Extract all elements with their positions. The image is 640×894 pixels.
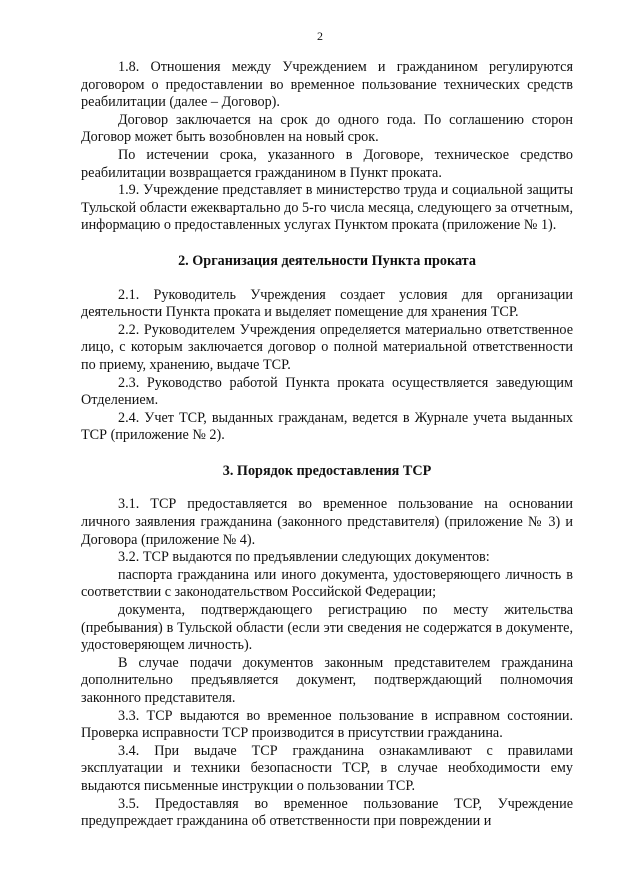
paragraph-representative: В случае подачи документов законным представителем гражданина дополнительно предъявляется документ, подтверждающий полномочия законного представителя. bbox=[81, 654, 573, 706]
paragraph-contract-term: Договор заключается на срок до одного года. По соглашению сторон Договор может быть возобновлен на новый срок. bbox=[81, 111, 573, 146]
paragraph-1-8: 1.8. Отношения между Учреждением и гражданином регулируются договором о предоставлении во временное пользование технических средств реабилитации (далее – Договор). bbox=[81, 59, 573, 111]
paragraph-2-4: 2.4. Учет ТСР, выданных гражданам, ведется в Журнале учета выданных ТСР (приложение № 2). bbox=[81, 409, 573, 444]
paragraph-2-2: 2.2. Руководителем Учреждения определяется материально ответственное лицо, с которым заключается договор о полной материальной ответственности по приему, хранению, выдаче ТСР. bbox=[81, 321, 573, 373]
paragraph-2-1: 2.1. Руководитель Учреждения создает условия для организации деятельности Пункта проката и выделяет помещение для хранения ТСР. bbox=[81, 286, 573, 321]
section-2 bbox=[81, 253, 573, 445]
page-number: 2 bbox=[317, 29, 323, 43]
paragraph-registration: документа, подтверждающего регистрацию по месту жительства (пребывания) в Тульской области (если эти сведения не содержатся в документе, удостоверяющем личность). bbox=[81, 602, 573, 654]
paragraph-3-5: 3.5. Предоставляя во временное пользование ТСР, Учреждение предупреждает гражданина об ответственности при повреждении и bbox=[81, 795, 573, 830]
paragraph-2-3: 2.3. Руководство работой Пункта проката осуществляется заведующим Отделением. bbox=[81, 374, 573, 409]
paragraph-contract-return: По истечении срока, указанного в Договоре, техническое средство реабилитации возвращается гражданином в Пункт проката. bbox=[81, 146, 573, 181]
paragraph-passport: паспорта гражданина или иного документа, удостоверяющего личность в соответствии с законодательством Российской Федерации; bbox=[81, 566, 573, 601]
paragraph-3-2: 3.2. ТСР выдаются по предъявлении следующих документов: bbox=[118, 549, 490, 566]
paragraph-1-9: 1.9. Учреждение представляет в министерство труда и социальной защиты Тульской области ежеквартально до 5-го числа месяца, следующего за отчетным, информацию о предоставленных услугах Пунктом проката (приложение № 1). bbox=[81, 182, 573, 234]
section-heading: 3. Порядок предоставления ТСР bbox=[222, 462, 432, 479]
document-body bbox=[81, 59, 573, 831]
section-3 bbox=[81, 463, 573, 831]
paragraph-3-3: 3.3. ТСР выдаются во временное пользование в исправном состоянии. Проверка исправности ТСР производится в присутствии гражданина. bbox=[81, 707, 573, 742]
paragraph-3-4: 3.4. При выдаче ТСР гражданина ознакамливают с правилами эксплуатации и техники безопасности ТСР, в случае необходимости ему выдаются письменные инструкции о пользовании ТСР. bbox=[81, 742, 573, 794]
section-heading: 2. Организация деятельности Пункта проката bbox=[178, 252, 476, 269]
paragraph-3-1: 3.1. ТСР предоставляется во временное пользование на основании личного заявления гражданина (законного представителя) (приложение № 3) и Договора (приложение № 4). bbox=[81, 496, 573, 548]
section-1 bbox=[81, 59, 573, 235]
